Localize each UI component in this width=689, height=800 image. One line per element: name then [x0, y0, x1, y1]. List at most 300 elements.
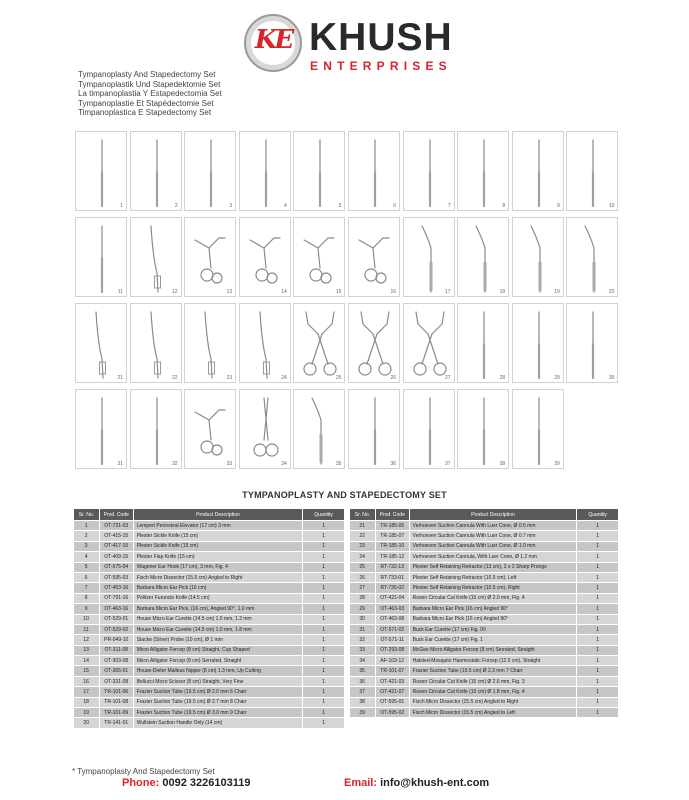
instrument-curved-icon	[131, 218, 183, 298]
cell-qty: 1	[303, 604, 345, 614]
cell-desc: House Micro Ear Curette (14.5 cm) 1.0 mm, 1.8 mm	[133, 624, 303, 634]
table-row	[74, 645, 345, 655]
cell-sr: 13	[74, 645, 100, 655]
cell-code: OT-421-07	[375, 687, 409, 697]
cell-desc: Buck Ear Curette (17 cm) Fig. 1	[409, 635, 577, 645]
cell-qty: 1	[303, 624, 345, 634]
table-title: TYMPANOPLASTY AND STAPEDECTOMY SET	[242, 490, 447, 500]
tile-number: 9	[557, 203, 560, 209]
cell-sr: 35	[350, 666, 376, 676]
table-row	[74, 624, 345, 634]
table-row	[350, 635, 619, 645]
header-sr: Sr. No.	[74, 509, 100, 521]
cell-sr: 5	[74, 562, 100, 572]
instrument-needle-icon	[76, 218, 128, 298]
tile-number: 5	[338, 203, 342, 209]
cell-desc: House-Dieter Malleus Nipper (8 cm) 1.3 mm, Up Cutting	[133, 666, 303, 676]
instrument-tile	[239, 131, 291, 211]
cell-code: TR-101-08	[99, 697, 133, 707]
tile-number: 16	[390, 289, 396, 295]
cell-sr: 21	[350, 521, 376, 531]
tile-number: 20	[608, 289, 615, 295]
table-row	[350, 676, 619, 686]
instrument-tile	[512, 217, 564, 297]
tile-number: 26	[390, 375, 396, 381]
tile-number: 18	[499, 289, 506, 295]
cell-code: OT-595-03	[99, 572, 133, 582]
tile-number: 32	[172, 461, 178, 467]
cell-desc: Wagener Ear Hook (17 cm), 3 mm, Fig. 4	[133, 562, 303, 572]
instrument-tile	[184, 389, 236, 469]
instrument-needle-icon	[240, 132, 292, 212]
table-row	[74, 708, 345, 718]
instrument-tile	[566, 217, 618, 297]
cell-code: OT-421-03	[375, 676, 409, 686]
cell-desc: Wullstein Suction Handle Only (14 cm)	[133, 718, 303, 728]
tile-number: 4	[284, 203, 287, 209]
instrument-tile	[403, 217, 455, 297]
table-row	[74, 687, 345, 697]
cell-qty: 1	[303, 635, 345, 645]
table-row	[74, 593, 345, 603]
cell-sr: 3	[74, 541, 100, 551]
instrument-needle-icon	[567, 132, 619, 212]
cell-code: OT-303-08	[99, 656, 133, 666]
tile-number: 11	[117, 289, 123, 295]
table-row	[74, 531, 345, 541]
cell-sr: 16	[74, 676, 100, 686]
instrument-needle-icon	[349, 132, 401, 212]
cell-desc: Micro Alligator Forcep (8 cm) Serrated, Straight	[133, 656, 303, 666]
cell-desc: Verhoeven Suction Cannula With Luer Cone, Ø 0.5 mm	[409, 521, 577, 531]
instrument-needle-icon	[185, 132, 237, 212]
header-code: Prod. Code	[99, 509, 133, 521]
cell-qty: 1	[303, 583, 345, 593]
phone-number[interactable]: 0092 3226103119	[162, 777, 251, 789]
cell-desc: Rosen Circular Cut Knife (15 cm) Ø 2.0 mm, Fig. 4	[409, 593, 577, 603]
instrument-tile	[130, 217, 182, 297]
cell-sr: 10	[74, 614, 100, 624]
cell-desc: Verhoeven Suction Cannula, With Luer Cone, Ø 1.2 mm	[409, 552, 577, 562]
cell-code: RT-733-01	[375, 572, 409, 582]
cell-sr: 4	[74, 552, 100, 562]
spec-table-right	[349, 508, 619, 718]
cell-code: OT-595-01	[375, 697, 409, 707]
cell-code: OT-331-08	[99, 676, 133, 686]
table-row	[74, 614, 345, 624]
instrument-retractor-icon	[294, 304, 346, 384]
table-row	[74, 666, 345, 676]
instrument-tile	[75, 131, 127, 211]
cell-sr: 7	[74, 583, 100, 593]
tile-number: 30	[608, 375, 615, 381]
cell-code: TR-185-10	[375, 541, 409, 551]
instrument-needle-icon	[404, 132, 456, 212]
cell-desc: Micro Alligator Forcep (8 cm) Straight, Cup Shaped	[133, 645, 303, 655]
cell-sr: 30	[350, 614, 376, 624]
tile-number: 17	[445, 289, 451, 295]
cell-desc: Barbara Micro Ear Pick (16 cm) Angled 90°	[409, 614, 577, 624]
table-row	[350, 645, 619, 655]
cell-desc: Halsted-Mosquito Haemostatic Forcep (12.5 cm), Straight	[409, 656, 577, 666]
title-italian: Timpanoplastica E Stapedectomy Set	[78, 108, 212, 117]
cell-desc: Plester Self Retaining Retractor (10.5 cm), Left	[409, 572, 577, 582]
instrument-needle-icon	[294, 132, 346, 212]
cell-sr: 2	[74, 531, 100, 541]
table-header-row	[350, 509, 619, 521]
cell-code: OT-415-15	[99, 531, 133, 541]
instrument-needle-icon	[567, 304, 619, 384]
instrument-needle-icon	[349, 390, 401, 470]
cell-desc: Buck Ear Curette (17 cm) Fig. 00	[409, 624, 577, 634]
cell-sr: 33	[350, 645, 376, 655]
instrument-tile	[512, 131, 564, 211]
tile-number: 15	[335, 289, 342, 295]
title-spanish: La timpanoplastia Y Estapedectomia Set	[78, 89, 222, 98]
cell-sr: 20	[74, 718, 100, 728]
tile-number: 23	[226, 375, 233, 381]
instrument-tile	[239, 217, 291, 297]
cell-sr: 37	[350, 687, 376, 697]
instrument-needle-icon	[458, 132, 510, 212]
table-row	[350, 541, 619, 551]
tile-number: 22	[172, 375, 178, 381]
instrument-needle-icon	[76, 132, 128, 212]
instrument-forceps-icon	[240, 218, 292, 298]
set-titles	[78, 70, 222, 118]
cell-code: OT-571-11	[375, 635, 409, 645]
cell-desc: Fisch Micro Dissector (15.5 cm) Angled to Right	[409, 697, 577, 707]
cell-code: OT-529-01	[99, 614, 133, 624]
table-row	[74, 541, 345, 551]
cell-code: RT-735-02	[375, 583, 409, 593]
logo-mark: KE	[254, 25, 292, 55]
cell-desc: Rosen Circular Cut Knife (15 cm) Ø 1.8 mm, Fig. 4	[409, 687, 577, 697]
cell-code: OT-453-16	[99, 583, 133, 593]
tile-number: 10	[608, 203, 615, 209]
cell-desc: Plester Self Retaining Retractor (10.5 cm), Right	[409, 583, 577, 593]
table-row	[74, 604, 345, 614]
cell-code: OT-409-15	[99, 552, 133, 562]
cell-qty: 1	[303, 676, 345, 686]
instrument-tile	[457, 389, 509, 469]
instrument-tile	[293, 217, 345, 297]
cell-code: TR-141-01	[99, 718, 133, 728]
cell-code: OT-463-08	[375, 614, 409, 624]
cell-qty: 1	[303, 614, 345, 624]
cell-sr: 18	[74, 697, 100, 707]
cell-code: TR-185-12	[375, 552, 409, 562]
table-row	[74, 635, 345, 645]
instrument-retractor-icon	[349, 304, 401, 384]
tile-number: 37	[445, 461, 451, 467]
cell-sr: 22	[350, 531, 376, 541]
instrument-needle-icon	[513, 304, 565, 384]
instrument-needle-icon	[513, 132, 565, 212]
cell-desc: Frazier Suction Tube (19.5 cm) Ø 2.7 mm 8 Charr	[133, 697, 303, 707]
cell-qty: 1	[577, 541, 619, 551]
instrument-forceps-icon	[185, 390, 237, 470]
table-row	[74, 676, 345, 686]
cell-sr: 32	[350, 635, 376, 645]
table-row	[74, 572, 345, 582]
tile-number: 29	[554, 375, 560, 381]
cell-qty: 1	[577, 635, 619, 645]
table-row	[350, 614, 619, 624]
cell-code: OT-293-08	[375, 645, 409, 655]
instrument-tile	[75, 389, 127, 469]
cell-qty: 1	[577, 604, 619, 614]
tile-number: 3	[229, 203, 233, 209]
cell-sr: 34	[350, 656, 376, 666]
cell-qty: 1	[303, 697, 345, 707]
cell-code: RT-732-13	[375, 562, 409, 572]
cell-code: OT-731-03	[99, 521, 133, 531]
cell-sr: 23	[350, 541, 376, 551]
cell-sr: 15	[74, 666, 100, 676]
title-english: Tympanoplasty And Stapedectomy Set	[78, 70, 216, 79]
table-row	[350, 708, 619, 718]
footer-email	[344, 777, 489, 789]
cell-qty: 1	[577, 583, 619, 593]
tile-number: 33	[226, 461, 233, 467]
cell-qty: 1	[577, 593, 619, 603]
instrument-curved-icon	[185, 304, 237, 384]
cell-qty: 1	[577, 645, 619, 655]
cell-code: OT-675-04	[99, 562, 133, 572]
cell-code: TR-185-05	[375, 521, 409, 531]
spec-table-left	[73, 508, 345, 729]
cell-qty: 1	[303, 531, 345, 541]
instrument-tile	[348, 131, 400, 211]
tile-number: 25	[335, 375, 342, 381]
cell-sr: 27	[350, 583, 376, 593]
table-row	[350, 583, 619, 593]
brand-subtitle: ENTERPRISES	[310, 59, 452, 73]
cell-sr: 14	[74, 656, 100, 666]
cell-qty: 1	[303, 718, 345, 728]
footer-phone	[122, 777, 250, 789]
instrument-hemostat-icon	[240, 390, 292, 470]
cell-qty: 1	[303, 666, 345, 676]
cell-code: OT-463-03	[375, 604, 409, 614]
cell-desc: Plester Flap Knife (15 cm)	[133, 552, 303, 562]
tile-number: 24	[281, 375, 287, 381]
instrument-needle-icon	[458, 304, 510, 384]
cell-desc: Barbara Micro Ear Pick (16 cm)	[133, 583, 303, 593]
cell-code: TR-101-09	[99, 708, 133, 718]
footer-note: * Tympanoplasty And Stapedectomy Set	[72, 767, 215, 776]
instrument-forceps-icon	[185, 218, 237, 298]
instrument-tile	[75, 303, 127, 383]
cell-desc: Bellucci Micro Scissor (8 cm) Straight, Very Fine	[133, 676, 303, 686]
header-desc: Product Description	[133, 509, 303, 521]
instrument-tile	[348, 217, 400, 297]
header-code: Prod. Code	[375, 509, 409, 521]
tile-number: 2	[174, 203, 178, 209]
tile-number: 31	[117, 461, 123, 467]
tile-number: 27	[445, 375, 451, 381]
cell-desc: Fisch Micro Dissector (15.5 cm) Angled to Left	[409, 708, 577, 718]
table-row	[350, 656, 619, 666]
cell-qty: 1	[577, 697, 619, 707]
tile-number: 34	[281, 461, 287, 467]
instrument-forceps-icon	[349, 218, 401, 298]
instrument-tile	[184, 131, 236, 211]
table-row	[350, 562, 619, 572]
cell-qty: 1	[577, 687, 619, 697]
cell-code: OT-571-02	[375, 624, 409, 634]
cell-qty: 1	[303, 656, 345, 666]
cell-desc: Lempert Periosteal Elevator (17 cm) 3 mm	[133, 521, 303, 531]
cell-desc: Fisch Micro Dissector (15.5 cm) Angled to Right	[133, 572, 303, 582]
cell-code: AF-103-12	[375, 656, 409, 666]
instrument-tile	[348, 389, 400, 469]
cell-code: TR-185-07	[375, 531, 409, 541]
cell-sr: 28	[350, 593, 376, 603]
instrument-tile	[293, 303, 345, 383]
instrument-tile	[130, 131, 182, 211]
table-row	[350, 687, 619, 697]
cell-qty: 1	[577, 676, 619, 686]
cell-qty: 1	[577, 521, 619, 531]
cell-qty: 1	[303, 521, 345, 531]
table-row	[350, 521, 619, 531]
table-row	[74, 697, 345, 707]
instrument-suction-icon	[404, 218, 456, 298]
cell-sr: 9	[74, 604, 100, 614]
table-row	[350, 666, 619, 676]
cell-qty: 1	[577, 562, 619, 572]
tile-number: 6	[393, 203, 396, 209]
table-row	[350, 572, 619, 582]
cell-sr: 38	[350, 697, 376, 707]
cell-sr: 31	[350, 624, 376, 634]
instrument-tile	[130, 389, 182, 469]
brand-name: KHUSH	[309, 16, 453, 59]
instrument-tile	[457, 131, 509, 211]
table-row	[74, 583, 345, 593]
cell-sr: 25	[350, 562, 376, 572]
cell-code: TR-101-07	[375, 666, 409, 676]
instrument-tile	[130, 303, 182, 383]
cell-desc: Barbara Micro Ear Pick (16 cm) Angled 90°	[409, 604, 577, 614]
cell-desc: Frazier Suction Tube (19.5 cm) Ø 3.0 mm 9 Charr	[133, 708, 303, 718]
table-row	[350, 624, 619, 634]
cell-sr: 24	[350, 552, 376, 562]
instrument-tile	[403, 389, 455, 469]
cell-qty: 1	[577, 572, 619, 582]
table-row	[74, 552, 345, 562]
cell-sr: 1	[74, 521, 100, 531]
cell-sr: 19	[74, 708, 100, 718]
cell-desc: Frazier Suction Tube (19.5 cm) Ø 2.0 mm 6 Charr	[133, 687, 303, 697]
cell-desc: McGee Micro Alligator Forcep (8 cm) Serrated, Straight	[409, 645, 577, 655]
table-row	[74, 521, 345, 531]
cell-sr: 36	[350, 676, 376, 686]
instrument-tile	[512, 389, 564, 469]
cell-desc: Plester Sickle Knife (15 cm)	[133, 541, 303, 551]
instrument-tile	[75, 217, 127, 297]
instrument-forceps-icon	[294, 218, 346, 298]
tile-number: 12	[172, 289, 178, 295]
cell-qty: 1	[577, 531, 619, 541]
cell-desc: Verhoeven Suction Cannula With Luer Cone, Ø 0.7 mm	[409, 531, 577, 541]
instrument-retractor-icon	[404, 304, 456, 384]
cell-sr: 8	[74, 593, 100, 603]
cell-qty: 1	[303, 552, 345, 562]
cell-qty: 1	[303, 572, 345, 582]
cell-sr: 6	[74, 572, 100, 582]
instrument-tile	[348, 303, 400, 383]
table-row	[350, 697, 619, 707]
tile-number: 35	[335, 461, 342, 467]
tile-number: 21	[117, 375, 123, 381]
logo-badge-icon	[244, 14, 302, 72]
header-qty: Quantity	[303, 509, 345, 521]
cell-code: PR-049-10	[99, 635, 133, 645]
cell-code: OT-365-01	[99, 666, 133, 676]
cell-code: OT-421-04	[375, 593, 409, 603]
instrument-needle-icon	[513, 390, 565, 470]
header-qty: Quantity	[577, 509, 619, 521]
table-row	[74, 718, 345, 728]
cell-code: OT-595-02	[375, 708, 409, 718]
tile-number: 39	[554, 461, 560, 467]
instrument-needle-icon	[404, 390, 456, 470]
cell-sr: 39	[350, 708, 376, 718]
tile-number: 13	[226, 289, 233, 295]
cell-qty: 1	[577, 614, 619, 624]
instrument-needle-icon	[131, 132, 183, 212]
cell-qty: 1	[303, 541, 345, 551]
instrument-tile	[293, 389, 345, 469]
cell-desc: Rosen Circular Cut Knife (15 cm) Ø 2.6 mm, Fig. 3	[409, 676, 577, 686]
cell-code: OT-529-02	[99, 624, 133, 634]
table-row	[350, 604, 619, 614]
tile-number: 14	[281, 289, 287, 295]
tile-number: 8	[502, 203, 506, 209]
instrument-tile	[566, 303, 618, 383]
cell-desc: Politzer Furuncle Knife (14.5 cm)	[133, 593, 303, 603]
instrument-curved-icon	[240, 304, 292, 384]
cell-sr: 12	[74, 635, 100, 645]
title-german: Tympanoplastik Und Stapedektomie Set	[78, 79, 221, 89]
tile-number: 7	[447, 203, 451, 209]
instrument-tile	[403, 303, 455, 383]
cell-code: OT-463-16	[99, 604, 133, 614]
cell-qty: 1	[303, 645, 345, 655]
table-row	[350, 552, 619, 562]
cell-qty: 1	[577, 624, 619, 634]
header-sr: Sr. No.	[350, 509, 376, 521]
cell-desc: Frazier Suction Tube (19.5 cm) Ø 2.3 mm 7 Charr	[409, 666, 577, 676]
cell-qty: 1	[577, 552, 619, 562]
title-french: Tympanoplastie Et Stapédectomie Set	[78, 98, 214, 108]
cell-code: OT-417-15	[99, 541, 133, 551]
instrument-needle-icon	[76, 390, 128, 470]
cell-code: OT-791-16	[99, 593, 133, 603]
tile-number: 1	[120, 203, 123, 209]
email-address[interactable]: info@khush-ent.com	[380, 777, 490, 789]
cell-qty: 1	[303, 708, 345, 718]
tile-number: 38	[499, 461, 506, 467]
cell-sr: 17	[74, 687, 100, 697]
cell-qty: 1	[577, 666, 619, 676]
tile-number: 19	[554, 289, 560, 295]
tile-number: 36	[390, 461, 396, 467]
cell-desc: Plester Sickle Knife (15 cm)	[133, 531, 303, 541]
